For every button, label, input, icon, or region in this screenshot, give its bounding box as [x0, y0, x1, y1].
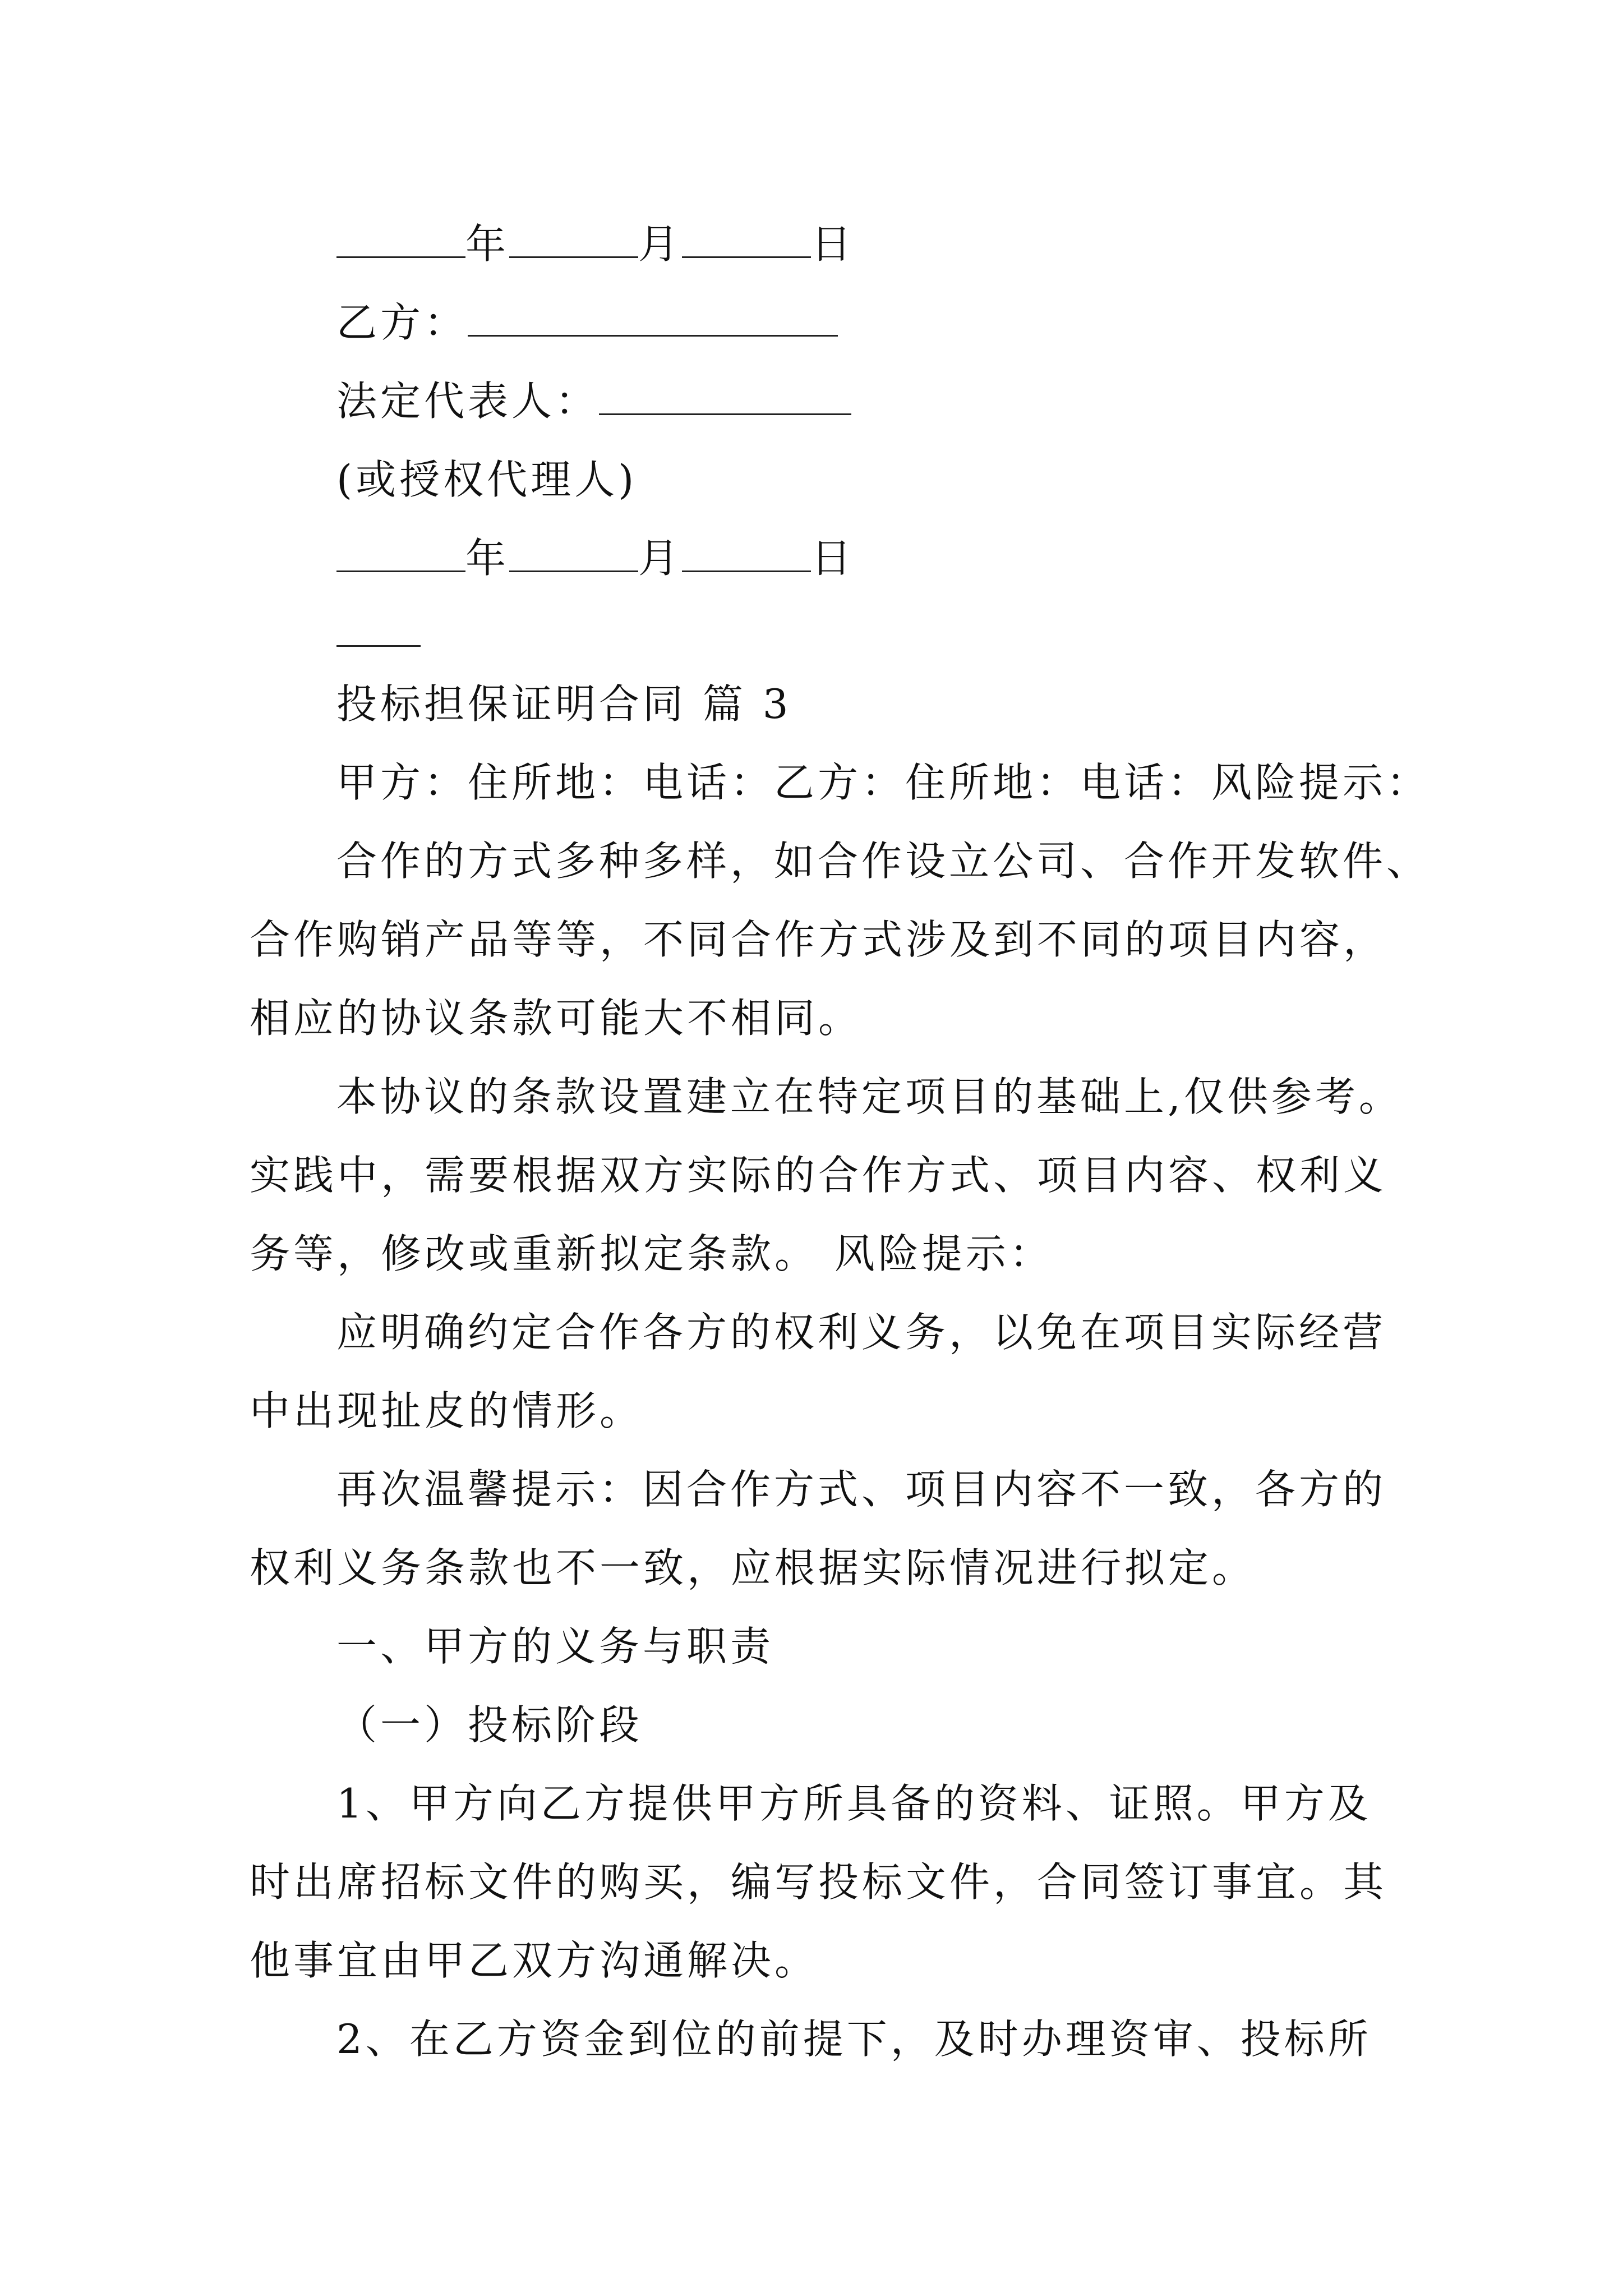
party-b-line: [336, 295, 838, 351]
day-label: 日: [811, 535, 855, 582]
date-line-1: [336, 216, 855, 272]
paragraph-line: 应明确约定合作各方的权利义务，以免在项目实际经营: [336, 1309, 1387, 1356]
paragraph-line: 合作购销产品等等，不同合作方式涉及到不同的项目内容，: [250, 916, 1387, 963]
day-blank: [682, 536, 811, 572]
year-blank: [336, 536, 465, 572]
parties-header-line: 甲方：住所地：电话：乙方：住所地：电话：风险提示：: [336, 759, 1431, 806]
year-label: 年: [465, 220, 510, 268]
agent-label: (或授权代理人): [336, 456, 638, 503]
legal-rep-blank: [599, 379, 851, 415]
heading-bidding-stage: （一）投标阶段: [336, 1701, 643, 1749]
year-label: 年: [465, 535, 510, 582]
year-blank: [336, 222, 465, 258]
paragraph-line: 本协议的条款设置建立在特定项目的基础上,仅供参考。: [336, 1073, 1403, 1120]
paragraph-line: 他事宜由甲乙双方沟通解决。: [250, 1937, 819, 1984]
paragraph-line: 务等，修改或重新拟定条款。 风险提示：: [250, 1230, 1053, 1277]
paragraph-line: 1、甲方向乙方提供甲方所具备的资料、证照。甲方及: [336, 1780, 1372, 1827]
party-b-blank: [468, 300, 838, 337]
heading-duties: 一、甲方的义务与职责: [336, 1623, 774, 1670]
legal-rep-line: [336, 373, 851, 429]
paragraph-line: 中出现扯皮的情形。: [250, 1387, 644, 1434]
month-blank: [509, 222, 638, 258]
month-label: 月: [638, 220, 683, 268]
party-b-label: 乙方：: [336, 299, 468, 346]
section-divider: [336, 645, 421, 647]
day-blank: [682, 222, 811, 258]
paragraph-line: 权利义务条款也不一致，应根据实际情况进行拟定。: [250, 1544, 1256, 1591]
section-title: 投标担保证明合同 篇 3: [336, 680, 792, 728]
date-line-2: [336, 530, 855, 586]
agent-line: [336, 452, 637, 508]
month-blank: [509, 536, 638, 572]
legal-rep-label: 法定代表人：: [336, 378, 600, 425]
paragraph-line: 实践中，需要根据双方实际的合作方式、项目内容、权利义: [250, 1152, 1387, 1199]
paragraph-line: 相应的协议条款可能大不相同。: [250, 995, 863, 1042]
paragraph-line: 合作的方式多种多样，如合作设立公司、合作开发软件、: [336, 838, 1431, 885]
paragraph-line: 再次温馨提示：因合作方式、项目内容不一致，各方的: [336, 1466, 1387, 1513]
paragraph-line: 时出席招标文件的购买，编写投标文件，合同签订事宜。其: [250, 1858, 1387, 1906]
day-label: 日: [811, 220, 855, 268]
paragraph-line: 2、在乙方资金到位的前提下，及时办理资审、投标所: [336, 2016, 1372, 2063]
month-label: 月: [638, 535, 683, 582]
